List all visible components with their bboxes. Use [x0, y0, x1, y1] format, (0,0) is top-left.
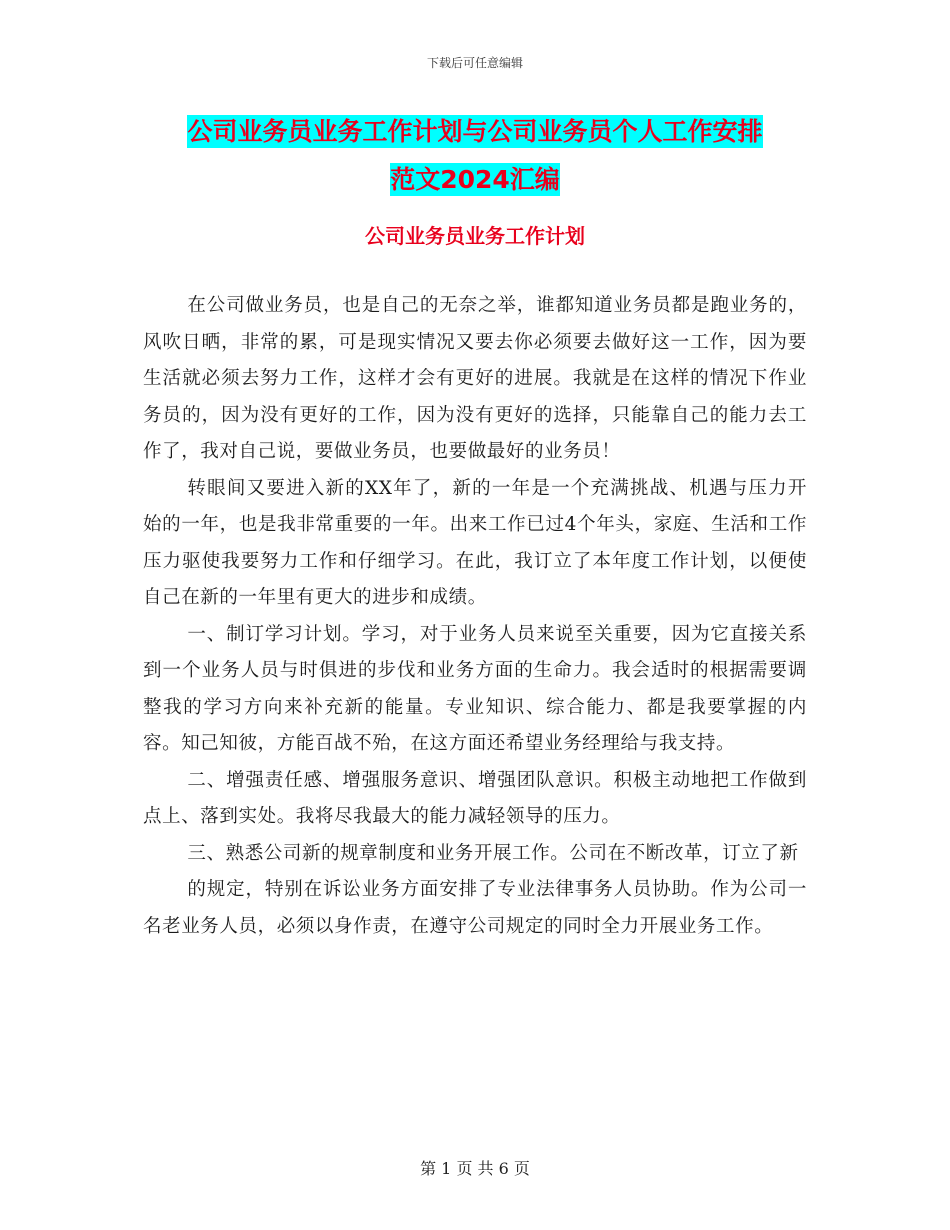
paragraph: 转眼间又要进入新的XX年了，新的一年是一个充满挑战、机遇与压力开始的一年，也是我非常重要的一年。出来工作已过4个年头，家庭、生活和工作压力驱使我要努力工作和仔细学习。在此，我订立了本年度工作计划，以便使自己在新的一年里有更大的进步和成绩。 — [143, 477, 807, 608]
paragraph: 的规定，特别在诉讼业务方面安排了专业法律事务人员协助。作为公司一名老业务人员，必须以身作责，在遵守公司规定的同时全力开展业务工作。 — [143, 879, 807, 937]
document-title — [140, 108, 810, 204]
document-title-line-1: 公司业务员业务工作计划与公司业务员个人工作安排 — [187, 117, 763, 146]
page-header: 下载后可任意编辑 — [426, 56, 523, 70]
body-text — [143, 288, 807, 945]
page-number: 第 1 页 共 6 页 — [420, 1159, 530, 1178]
section-title: 公司业务员业务工作计划 — [365, 224, 585, 248]
paragraph: 在公司做业务员，也是自己的无奈之举，谁都知道业务员都是跑业务的，风吹日晒，非常的累，可是现实情况又要去你必须要去做好这一工作，因为要生活就必须去努力工作，这样才会有更好的进展。我就是在这样的情况下作业务员的，因为没有更好的工作，因为没有更好的选择，只能靠自己的能力去工作了，我对自己说，要做业务员，也要做最好的业务员！ — [143, 295, 807, 462]
paragraph: 一、制订学习计划。学习，对于业务人员来说至关重要，因为它直接关系到一个业务人员与时俱进的步伐和业务方面的生命力。我会适时的根据需要调整我的学习方向来补充新的能量。专业知识、综合能力、都是我要掌握的内容。知己知彼，方能百战不殆，在这方面还希望业务经理给与我支持。 — [143, 623, 807, 754]
paragraph: 三、熟悉公司新的规章制度和业务开展工作。公司在不断改革，订立了新 — [187, 842, 799, 864]
paragraph: 二、增强责任感、增强服务意识、增强团队意识。积极主动地把工作做到点上、落到实处。我将尽我最大的能力减轻领导的压力。 — [143, 769, 807, 827]
document-title-line-2: 范文2024汇编 — [390, 165, 560, 194]
